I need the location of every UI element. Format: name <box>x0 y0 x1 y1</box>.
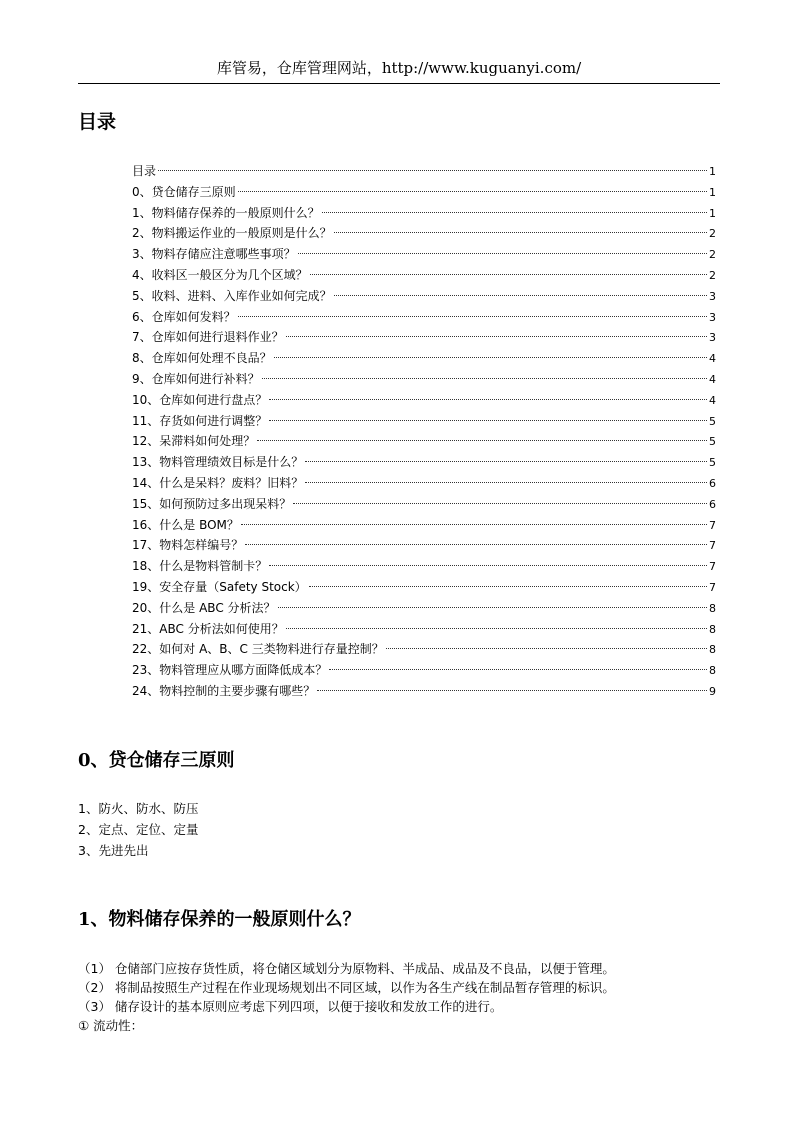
paragraph-line: （2） 将制品按照生产过程在作业现场规划出不同区域，以作为各生产线在制品暂存管理的标识。 <box>78 980 615 995</box>
toc-dot-leader <box>269 399 707 400</box>
toc-page-number: 8 <box>709 643 716 657</box>
toc-page-number: 7 <box>709 518 716 532</box>
toc-entry-title: 6、仓库如何发料？ <box>132 309 236 324</box>
toc-page-number: 7 <box>709 580 716 594</box>
toc-entry-title: 5、收料、进料、入库作业如何完成？ <box>132 288 332 303</box>
toc-page-number: 1 <box>709 206 716 220</box>
toc-page-number: 3 <box>709 289 716 303</box>
toc-page-number: 8 <box>709 601 716 615</box>
toc-entry-title: 22、如何对 A、B、C 三类物料进行存量控制？ <box>132 642 384 657</box>
toc-page-number: 1 <box>709 185 716 199</box>
toc-entry-title: 14、什么是呆料？废料？旧料？ <box>132 475 304 490</box>
header-divider <box>78 83 720 84</box>
toc-entry-title: 4、收料区一般区分为几个区域？ <box>132 267 308 282</box>
toc-page-number: 8 <box>709 664 716 678</box>
paragraph-line: （3） 储存设计的基本原则应考虑下列四项，以便于接收和发放工作的进行。 <box>78 999 503 1014</box>
toc-entry-title: 0、贷仓储存三原则 <box>132 184 236 199</box>
toc-title: 目录 <box>78 111 117 133</box>
toc-entry-title: 18、什么是物料管制卡？ <box>132 559 268 574</box>
toc-page-number: 5 <box>709 414 716 428</box>
toc-entry-title: 3、物料存储应注意哪些事项？ <box>132 247 296 262</box>
toc-dot-leader <box>286 628 707 629</box>
toc-entry[interactable] <box>132 223 716 244</box>
toc-dot-leader <box>329 669 707 670</box>
toc-entry[interactable] <box>132 369 716 390</box>
toc-page-number: 6 <box>709 497 716 511</box>
toc-dot-leader <box>269 565 707 566</box>
toc-page-number: 2 <box>709 248 716 262</box>
toc-entry-title: 7、仓库如何进行退料作业？ <box>132 330 284 345</box>
toc-entry[interactable] <box>132 681 716 702</box>
toc-dot-leader <box>158 170 707 171</box>
toc-page-number: 4 <box>709 372 716 386</box>
toc-entry[interactable] <box>132 660 716 681</box>
toc-entry[interactable] <box>132 639 716 660</box>
toc-entry[interactable] <box>132 286 716 307</box>
toc-entry-title: 17、物料怎样编号？ <box>132 538 244 553</box>
toc-entry[interactable] <box>132 535 716 556</box>
toc-dot-leader <box>386 648 707 649</box>
toc-entry-title: 11、存货如何进行调整？ <box>132 413 268 428</box>
toc-entry[interactable] <box>132 619 716 640</box>
section-0-heading: 0、贷仓储存三原则 <box>78 750 235 771</box>
toc-entry[interactable] <box>132 390 716 411</box>
toc-page-number: 3 <box>709 310 716 324</box>
section-1-heading: 1、物料储存保养的一般原则什么？ <box>78 909 361 930</box>
section-0-list <box>78 798 198 861</box>
toc-entry[interactable] <box>132 598 716 619</box>
toc-entry-title: 21、ABC 分析法如何使用？ <box>132 621 284 636</box>
toc-dot-leader <box>305 482 707 483</box>
paragraph-line: （1） 仓储部门应按存货性质，将仓储区域划分为原物料、半成品、成品及不良品，以便于管理。 <box>78 961 615 976</box>
list-item: 3、先进先出 <box>78 843 149 858</box>
toc-page-number: 6 <box>709 476 716 490</box>
toc-entry-title: 23、物料管理应从哪方面降低成本？ <box>132 663 328 678</box>
toc-entry[interactable] <box>132 577 716 598</box>
toc-dot-leader <box>238 191 707 192</box>
toc-page-number: 8 <box>709 622 716 636</box>
toc-dot-leader <box>309 586 707 587</box>
toc-entry[interactable] <box>132 348 716 369</box>
toc-page-number: 5 <box>709 456 716 470</box>
toc-entry[interactable] <box>132 431 716 452</box>
toc-entry-title: 13、物料管理绩效目标是什么？ <box>132 455 304 470</box>
toc-page-number: 2 <box>709 227 716 241</box>
list-item: 1、防火、防水、防压 <box>78 801 199 816</box>
toc-entry-title: 9、仓库如何进行补料？ <box>132 371 260 386</box>
page-header: 库管易，仓库管理网站，http://www.kuguanyi.com/ <box>216 59 582 77</box>
toc-dot-leader <box>322 212 707 213</box>
toc-entry[interactable] <box>132 515 716 536</box>
toc-entry[interactable] <box>132 494 716 515</box>
toc-dot-leader <box>310 274 707 275</box>
toc-dot-leader <box>238 316 707 317</box>
toc-dot-leader <box>257 440 707 441</box>
toc-dot-leader <box>317 690 707 691</box>
toc-dot-leader <box>286 336 707 337</box>
toc-entry[interactable] <box>132 327 716 348</box>
toc-entry[interactable] <box>132 411 716 432</box>
toc-entry-title: 1、物料储存保养的一般原则什么？ <box>132 205 320 220</box>
toc-entry-title: 15、如何预防过多出现呆料？ <box>132 496 292 511</box>
toc-entry[interactable] <box>132 265 716 286</box>
toc-page-number: 4 <box>709 393 716 407</box>
toc-dot-leader <box>241 524 707 525</box>
toc-entry-title: 2、物料搬运作业的一般原则是什么？ <box>132 226 332 241</box>
toc-dot-leader <box>334 232 707 233</box>
toc-entry[interactable] <box>132 203 716 224</box>
toc-entry[interactable] <box>132 244 716 265</box>
table-of-contents <box>132 161 716 702</box>
toc-entry[interactable] <box>132 556 716 577</box>
toc-entry-title: 8、仓库如何处理不良品？ <box>132 351 272 366</box>
toc-dot-leader <box>245 544 707 545</box>
toc-dot-leader <box>293 503 707 504</box>
toc-dot-leader <box>278 607 707 608</box>
toc-page-number: 2 <box>709 268 716 282</box>
toc-entry-title: 19、安全存量（Safety Stock） <box>132 579 307 594</box>
toc-entry-title: 10、仓库如何进行盘点？ <box>132 392 268 407</box>
toc-page-number: 7 <box>709 560 716 574</box>
toc-dot-leader <box>305 461 707 462</box>
toc-page-number: 7 <box>709 539 716 553</box>
toc-entry-title: 16、什么是 BOM？ <box>132 517 239 532</box>
paragraph-line: ① 流动性： <box>78 1018 144 1033</box>
toc-entry[interactable] <box>132 473 716 494</box>
toc-dot-leader <box>269 420 707 421</box>
toc-entry-title: 20、什么是 ABC 分析法？ <box>132 600 276 615</box>
toc-entry-title: 24、物料控制的主要步骤有哪些？ <box>132 683 316 698</box>
toc-page-number: 5 <box>709 435 716 449</box>
toc-page-number: 1 <box>709 165 716 178</box>
toc-page-number: 3 <box>709 331 716 345</box>
toc-page-number: 9 <box>709 684 716 698</box>
toc-entry[interactable] <box>132 452 716 473</box>
list-item: 2、定点、定位、定量 <box>78 822 199 837</box>
toc-dot-leader <box>262 378 707 379</box>
toc-dot-leader <box>334 295 707 296</box>
toc-entry[interactable] <box>132 307 716 328</box>
toc-page-number: 4 <box>709 352 716 366</box>
toc-entry[interactable] <box>132 161 716 182</box>
toc-entry-title: 12、呆滞料如何处理？ <box>132 434 256 449</box>
toc-entry-title: 目录 <box>132 164 157 178</box>
section-1-paragraphs <box>78 959 728 1035</box>
toc-dot-leader <box>298 253 707 254</box>
toc-dot-leader <box>274 357 707 358</box>
toc-entry[interactable] <box>132 182 716 203</box>
